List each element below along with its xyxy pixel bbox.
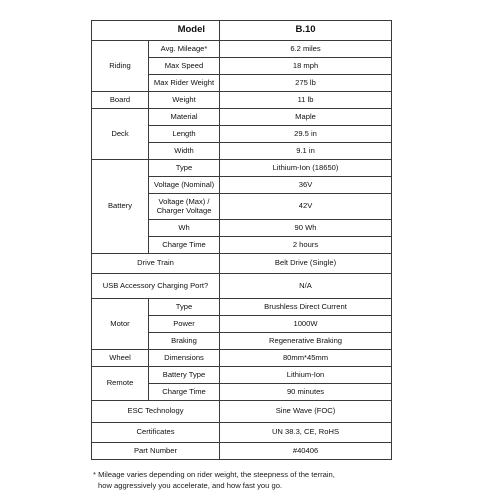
row-label: Type	[149, 160, 220, 177]
row-label: ESC Technology	[92, 401, 220, 423]
table-row	[92, 254, 392, 274]
row-value: 18 mph	[220, 58, 392, 75]
row-label: Part Number	[92, 443, 220, 460]
table-row	[92, 274, 392, 299]
group-riding: Riding	[92, 41, 149, 92]
table-row	[92, 109, 392, 126]
row-value: Lithium-Ion (18650)	[220, 160, 392, 177]
table-row	[92, 443, 392, 460]
row-value: 90 minutes	[220, 384, 392, 401]
row-label: Max Speed	[149, 58, 220, 75]
spec-table	[91, 20, 392, 460]
row-value: 80mm*45mm	[220, 350, 392, 367]
row-value: 9.1 in	[220, 143, 392, 160]
row-value: 90 Wh	[220, 220, 392, 237]
row-label-line: Charger Voltage	[156, 205, 212, 215]
group-remote: Remote	[92, 367, 149, 401]
row-value: Maple	[220, 109, 392, 126]
row-value: Brushless Direct Current	[220, 299, 392, 316]
row-label: Material	[149, 109, 220, 126]
row-value: N/A	[220, 274, 392, 299]
row-value: Sine Wave (FOC)	[220, 401, 392, 423]
footnote	[93, 469, 433, 491]
row-value: #40406	[220, 443, 392, 460]
row-label: Charge Time	[149, 237, 220, 254]
row-value: 29.5 in	[220, 126, 392, 143]
row-label-line: Voltage (Max) /	[158, 196, 210, 206]
row-value: 42V	[220, 194, 392, 220]
table-row	[92, 160, 392, 177]
row-value: 6.2 miles	[220, 41, 392, 58]
row-label: Type	[149, 299, 220, 316]
row-value: Belt Drive (Single)	[220, 254, 392, 274]
row-label: Weight	[149, 92, 220, 109]
row-value: Regenerative Braking	[220, 333, 392, 350]
row-label	[149, 194, 220, 220]
row-label: Charge Time	[149, 384, 220, 401]
group-wheel: Wheel	[92, 350, 149, 367]
footnote-line: * Mileage varies depending on rider weight, the steepness of the terrain,	[93, 470, 335, 479]
header-row	[92, 21, 392, 41]
footnote-line: how aggressively you accelerate, and how fast you go.	[98, 481, 283, 490]
row-label: Avg. Mileage*	[149, 41, 220, 58]
table-row	[92, 92, 392, 109]
row-label: Max Rider Weight	[149, 75, 220, 92]
row-label: Battery Type	[149, 367, 220, 384]
table-row	[92, 41, 392, 58]
model-label: Model	[92, 21, 220, 41]
row-value: UN 38.3, CE, RoHS	[220, 423, 392, 443]
model-value: B.10	[220, 21, 392, 41]
group-board: Board	[92, 92, 149, 109]
row-label: Power	[149, 316, 220, 333]
row-label: USB Accessory Charging Port?	[92, 274, 220, 299]
table-row	[92, 401, 392, 423]
table-row	[92, 350, 392, 367]
group-battery: Battery	[92, 160, 149, 254]
table-row	[92, 367, 392, 384]
row-value: 11 lb	[220, 92, 392, 109]
row-label: Certificates	[92, 423, 220, 443]
row-value: 36V	[220, 177, 392, 194]
row-label: Braking	[149, 333, 220, 350]
row-label: Drive Train	[92, 254, 220, 274]
row-value: 1000W	[220, 316, 392, 333]
row-value: Lithium-Ion	[220, 367, 392, 384]
row-label: Dimensions	[149, 350, 220, 367]
table-row	[92, 299, 392, 316]
row-value: 2 hours	[220, 237, 392, 254]
row-value: 275 lb	[220, 75, 392, 92]
row-label: Width	[149, 143, 220, 160]
row-label: Wh	[149, 220, 220, 237]
group-motor: Motor	[92, 299, 149, 350]
row-label: Length	[149, 126, 220, 143]
table-row	[92, 423, 392, 443]
group-deck: Deck	[92, 109, 149, 160]
row-label: Voltage (Nominal)	[149, 177, 220, 194]
